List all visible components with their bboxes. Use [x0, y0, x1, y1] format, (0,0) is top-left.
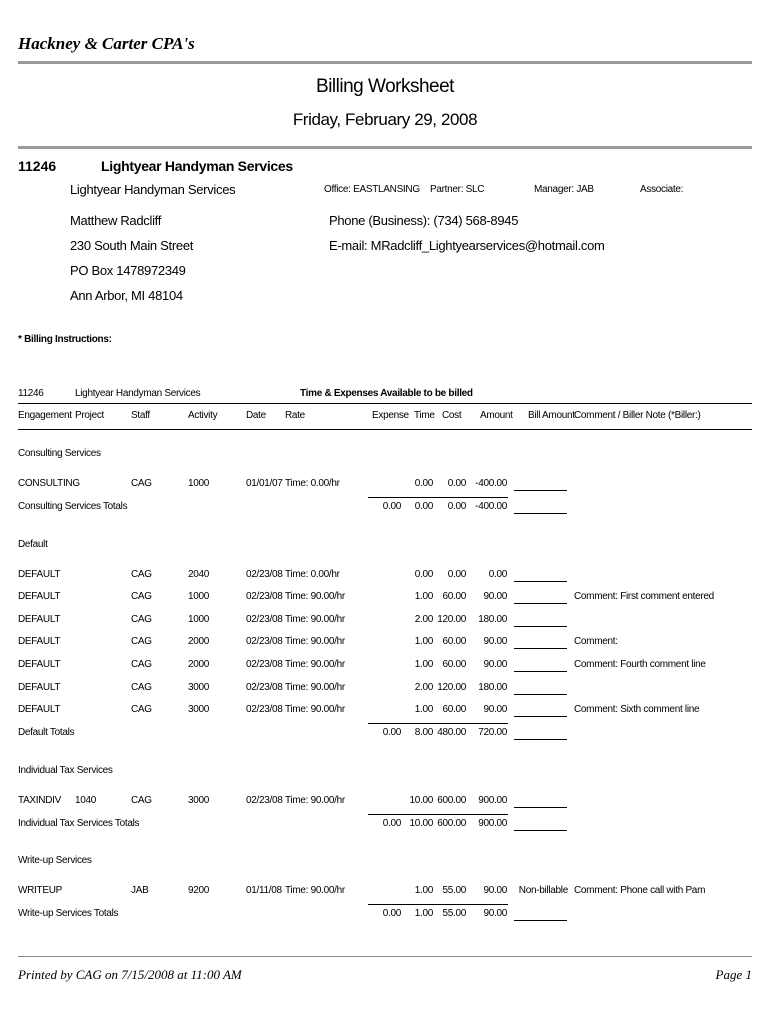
cell-date: 02/23/08 [246, 795, 283, 806]
table-caption: Time & Expenses Available to be billed [300, 388, 473, 399]
totals-time: 10.00 [409, 818, 433, 829]
cell-time: 10.00 [409, 795, 433, 806]
cell-engagement: DEFAULT [18, 704, 61, 715]
cell-cost: 0.00 [447, 569, 466, 580]
cell-comment: Comment: Fourth comment line [574, 659, 706, 670]
col-comment: Comment / Biller Note (*Biller:) [574, 410, 701, 421]
totals-rule [368, 904, 508, 905]
cell-amount: 90.00 [483, 704, 507, 715]
cell-cost: 60.00 [442, 659, 466, 670]
cell-staff: CAG [131, 704, 152, 715]
cell-staff: JAB [131, 885, 149, 896]
cell-amount: 90.00 [483, 885, 507, 896]
cell-engagement: DEFAULT [18, 569, 61, 580]
col-activity: Activity [188, 410, 218, 421]
cell-engagement: DEFAULT [18, 614, 61, 625]
cell-engagement: CONSULTING [18, 478, 80, 489]
cell-cost: 60.00 [442, 591, 466, 602]
cell-cost: 120.00 [437, 682, 466, 693]
totals-label: Individual Tax Services Totals [18, 818, 140, 829]
totals-time: 1.00 [414, 908, 433, 919]
cell-engagement: DEFAULT [18, 659, 61, 670]
cell-rate: Time: 90.00/hr [285, 682, 345, 693]
cell-rate: Time: 90.00/hr [285, 591, 345, 602]
cell-activity: 3000 [188, 704, 210, 715]
cell-activity: 3000 [188, 682, 210, 693]
totals-amount: 900.00 [478, 818, 507, 829]
table-header-top-rule [18, 403, 752, 404]
cell-bill-amount[interactable]: Non-billable [518, 885, 568, 896]
cell-time: 0.00 [414, 569, 433, 580]
cell-staff: CAG [131, 614, 152, 625]
cell-amount: 180.00 [478, 614, 507, 625]
client-name: Lightyear Handyman Services [70, 182, 236, 197]
totals-cost: 0.00 [447, 501, 466, 512]
totals-expense: 0.00 [382, 818, 401, 829]
cell-time: 1.00 [414, 636, 433, 647]
col-time: Time [414, 410, 435, 421]
col-date: Date [246, 410, 266, 421]
cell-comment: Comment: Sixth comment line [574, 704, 700, 715]
address-line-2: PO Box 1478972349 [70, 263, 186, 278]
col-expense: Expense [372, 410, 409, 421]
totals-bill-blank[interactable] [514, 920, 567, 921]
cell-engagement: TAXINDIV [18, 795, 61, 806]
cell-rate: Time: 90.00/hr [285, 795, 345, 806]
totals-label: Default Totals [18, 727, 75, 738]
bill-amount-blank[interactable] [514, 671, 567, 672]
cell-date: 02/23/08 [246, 659, 283, 670]
cell-staff: CAG [131, 682, 152, 693]
title-rule [18, 146, 752, 149]
table-header-bottom-rule [18, 429, 752, 430]
page-number: Page 1 [715, 967, 752, 982]
col-bill-amount: Bill Amount [528, 410, 575, 421]
cell-date: 02/23/08 [246, 591, 283, 602]
section-title: Consulting Services [18, 448, 101, 459]
bill-amount-blank[interactable] [514, 694, 567, 695]
client-id: 11246 [18, 158, 57, 174]
bill-amount-blank[interactable] [514, 807, 567, 808]
cell-staff: CAG [131, 478, 152, 489]
cell-date: 01/11/08 [246, 885, 282, 896]
cell-activity: 2040 [188, 569, 210, 580]
col-cost: Cost [442, 410, 462, 421]
col-staff: Staff [131, 410, 150, 421]
totals-amount: -400.00 [475, 501, 507, 512]
cell-date: 02/23/08 [246, 682, 283, 693]
cell-amount: -400.00 [475, 478, 507, 489]
totals-rule [368, 497, 508, 498]
section-title: Write-up Services [18, 855, 92, 866]
cell-cost: 120.00 [437, 614, 466, 625]
cell-engagement: DEFAULT [18, 591, 61, 602]
report-date: Friday, February 29, 2008 [292, 110, 478, 129]
bill-amount-blank[interactable] [514, 581, 567, 582]
page-title: Billing Worksheet [316, 76, 454, 97]
cell-staff: CAG [131, 659, 152, 670]
cell-activity: 9200 [188, 885, 210, 896]
cell-time: 2.00 [414, 614, 433, 625]
cell-cost: 60.00 [442, 636, 466, 647]
totals-rule [368, 723, 508, 724]
cell-activity: 2000 [188, 636, 210, 647]
totals-cost: 480.00 [437, 727, 466, 738]
cell-cost: 60.00 [442, 704, 466, 715]
totals-bill-blank[interactable] [514, 739, 567, 740]
cell-amount: 90.00 [483, 636, 507, 647]
cell-amount: 900.00 [478, 795, 507, 806]
totals-cost: 600.00 [437, 818, 466, 829]
totals-time: 8.00 [414, 727, 433, 738]
cell-cost: 55.00 [442, 885, 466, 896]
client-name-heading: Lightyear Handyman Services [101, 158, 293, 174]
totals-time: 0.00 [414, 501, 433, 512]
cell-activity: 1000 [188, 614, 210, 625]
address-line-1: 230 South Main Street [70, 238, 194, 253]
totals-amount: 720.00 [478, 727, 507, 738]
totals-label: Consulting Services Totals [18, 501, 128, 512]
associate: Associate: [640, 184, 684, 195]
cell-time: 2.00 [414, 682, 433, 693]
cell-amount: 90.00 [483, 591, 507, 602]
firm-name: Hackney & Carter CPA's [18, 34, 195, 53]
cell-amount: 0.00 [488, 569, 507, 580]
col-project: Project [75, 410, 105, 421]
address-line-3: Ann Arbor, MI 48104 [70, 288, 183, 303]
phone: Phone (Business): (734) 568-8945 [329, 213, 519, 228]
totals-amount: 90.00 [483, 908, 507, 919]
footer-rule [18, 956, 752, 957]
cell-cost: 600.00 [437, 795, 466, 806]
col-engagement: Engagement [18, 410, 72, 421]
cell-comment: Comment: Phone call with Pam [574, 885, 706, 896]
totals-expense: 0.00 [382, 727, 401, 738]
bill-amount-blank[interactable] [514, 716, 567, 717]
billing-instructions: * Billing Instructions: [18, 334, 112, 345]
cell-time: 1.00 [414, 659, 433, 670]
cell-time: 0.00 [414, 478, 433, 489]
cell-rate: Time: 0.00/hr [285, 478, 340, 489]
cell-rate: Time: 90.00/hr [285, 614, 345, 625]
bill-amount-blank[interactable] [514, 490, 567, 491]
cell-rate: Time: 0.00/hr [285, 569, 340, 580]
cell-staff: CAG [131, 569, 152, 580]
totals-cost: 55.00 [442, 908, 466, 919]
email: E-mail: MRadcliff_Lightyearservices@hotmail.com [329, 238, 605, 253]
cell-activity: 1000 [188, 478, 210, 489]
cell-staff: CAG [131, 636, 152, 647]
totals-label: Write-up Services Totals [18, 908, 119, 919]
col-amount: Amount [480, 410, 513, 421]
totals-rule [368, 814, 508, 815]
cell-engagement: DEFAULT [18, 682, 61, 693]
bill-amount-blank[interactable] [514, 626, 567, 627]
cell-date: 02/23/08 [246, 569, 283, 580]
cell-rate: Time: 90.00/hr [285, 659, 345, 670]
cell-amount: 180.00 [478, 682, 507, 693]
partner: Partner: SLC [430, 184, 485, 195]
bill-amount-blank[interactable] [514, 603, 567, 604]
cell-date: 02/23/08 [246, 704, 283, 715]
cell-activity: 3000 [188, 795, 210, 806]
cell-cost: 0.00 [447, 478, 466, 489]
cell-amount: 90.00 [483, 659, 507, 670]
cell-rate: Time: 90.00/hr [285, 885, 345, 896]
office: Office: EASTLANSING [324, 184, 420, 195]
printed-by: Printed by CAG on 7/15/2008 at 11:00 AM [18, 967, 242, 982]
col-rate: Rate [285, 410, 305, 421]
cell-comment: Comment: [574, 636, 618, 647]
totals-bill-blank[interactable] [514, 513, 567, 514]
cell-staff: CAG [131, 795, 152, 806]
table-client-name: Lightyear Handyman Services [75, 388, 201, 399]
contact-name: Matthew Radcliff [70, 213, 162, 228]
bill-amount-blank[interactable] [514, 648, 567, 649]
cell-rate: Time: 90.00/hr [285, 636, 345, 647]
totals-expense: 0.00 [382, 501, 401, 512]
cell-project: 1040 [75, 795, 97, 806]
manager: Manager: JAB [534, 184, 594, 195]
header-rule [18, 61, 752, 64]
cell-engagement: WRITEUP [18, 885, 63, 896]
cell-activity: 1000 [188, 591, 210, 602]
cell-rate: Time: 90.00/hr [285, 704, 345, 715]
cell-date: 01/01/07 [246, 478, 283, 489]
table-client-id: 11246 [18, 388, 44, 399]
section-title: Individual Tax Services [18, 765, 113, 776]
cell-activity: 2000 [188, 659, 210, 670]
cell-date: 02/23/08 [246, 636, 283, 647]
totals-expense: 0.00 [382, 908, 401, 919]
cell-time: 1.00 [414, 591, 433, 602]
cell-comment: Comment: First comment entered [574, 591, 714, 602]
totals-bill-blank[interactable] [514, 830, 567, 831]
section-title: Default [18, 539, 48, 550]
cell-date: 02/23/08 [246, 614, 283, 625]
cell-staff: CAG [131, 591, 152, 602]
cell-time: 1.00 [414, 704, 433, 715]
cell-engagement: DEFAULT [18, 636, 61, 647]
cell-time: 1.00 [414, 885, 433, 896]
